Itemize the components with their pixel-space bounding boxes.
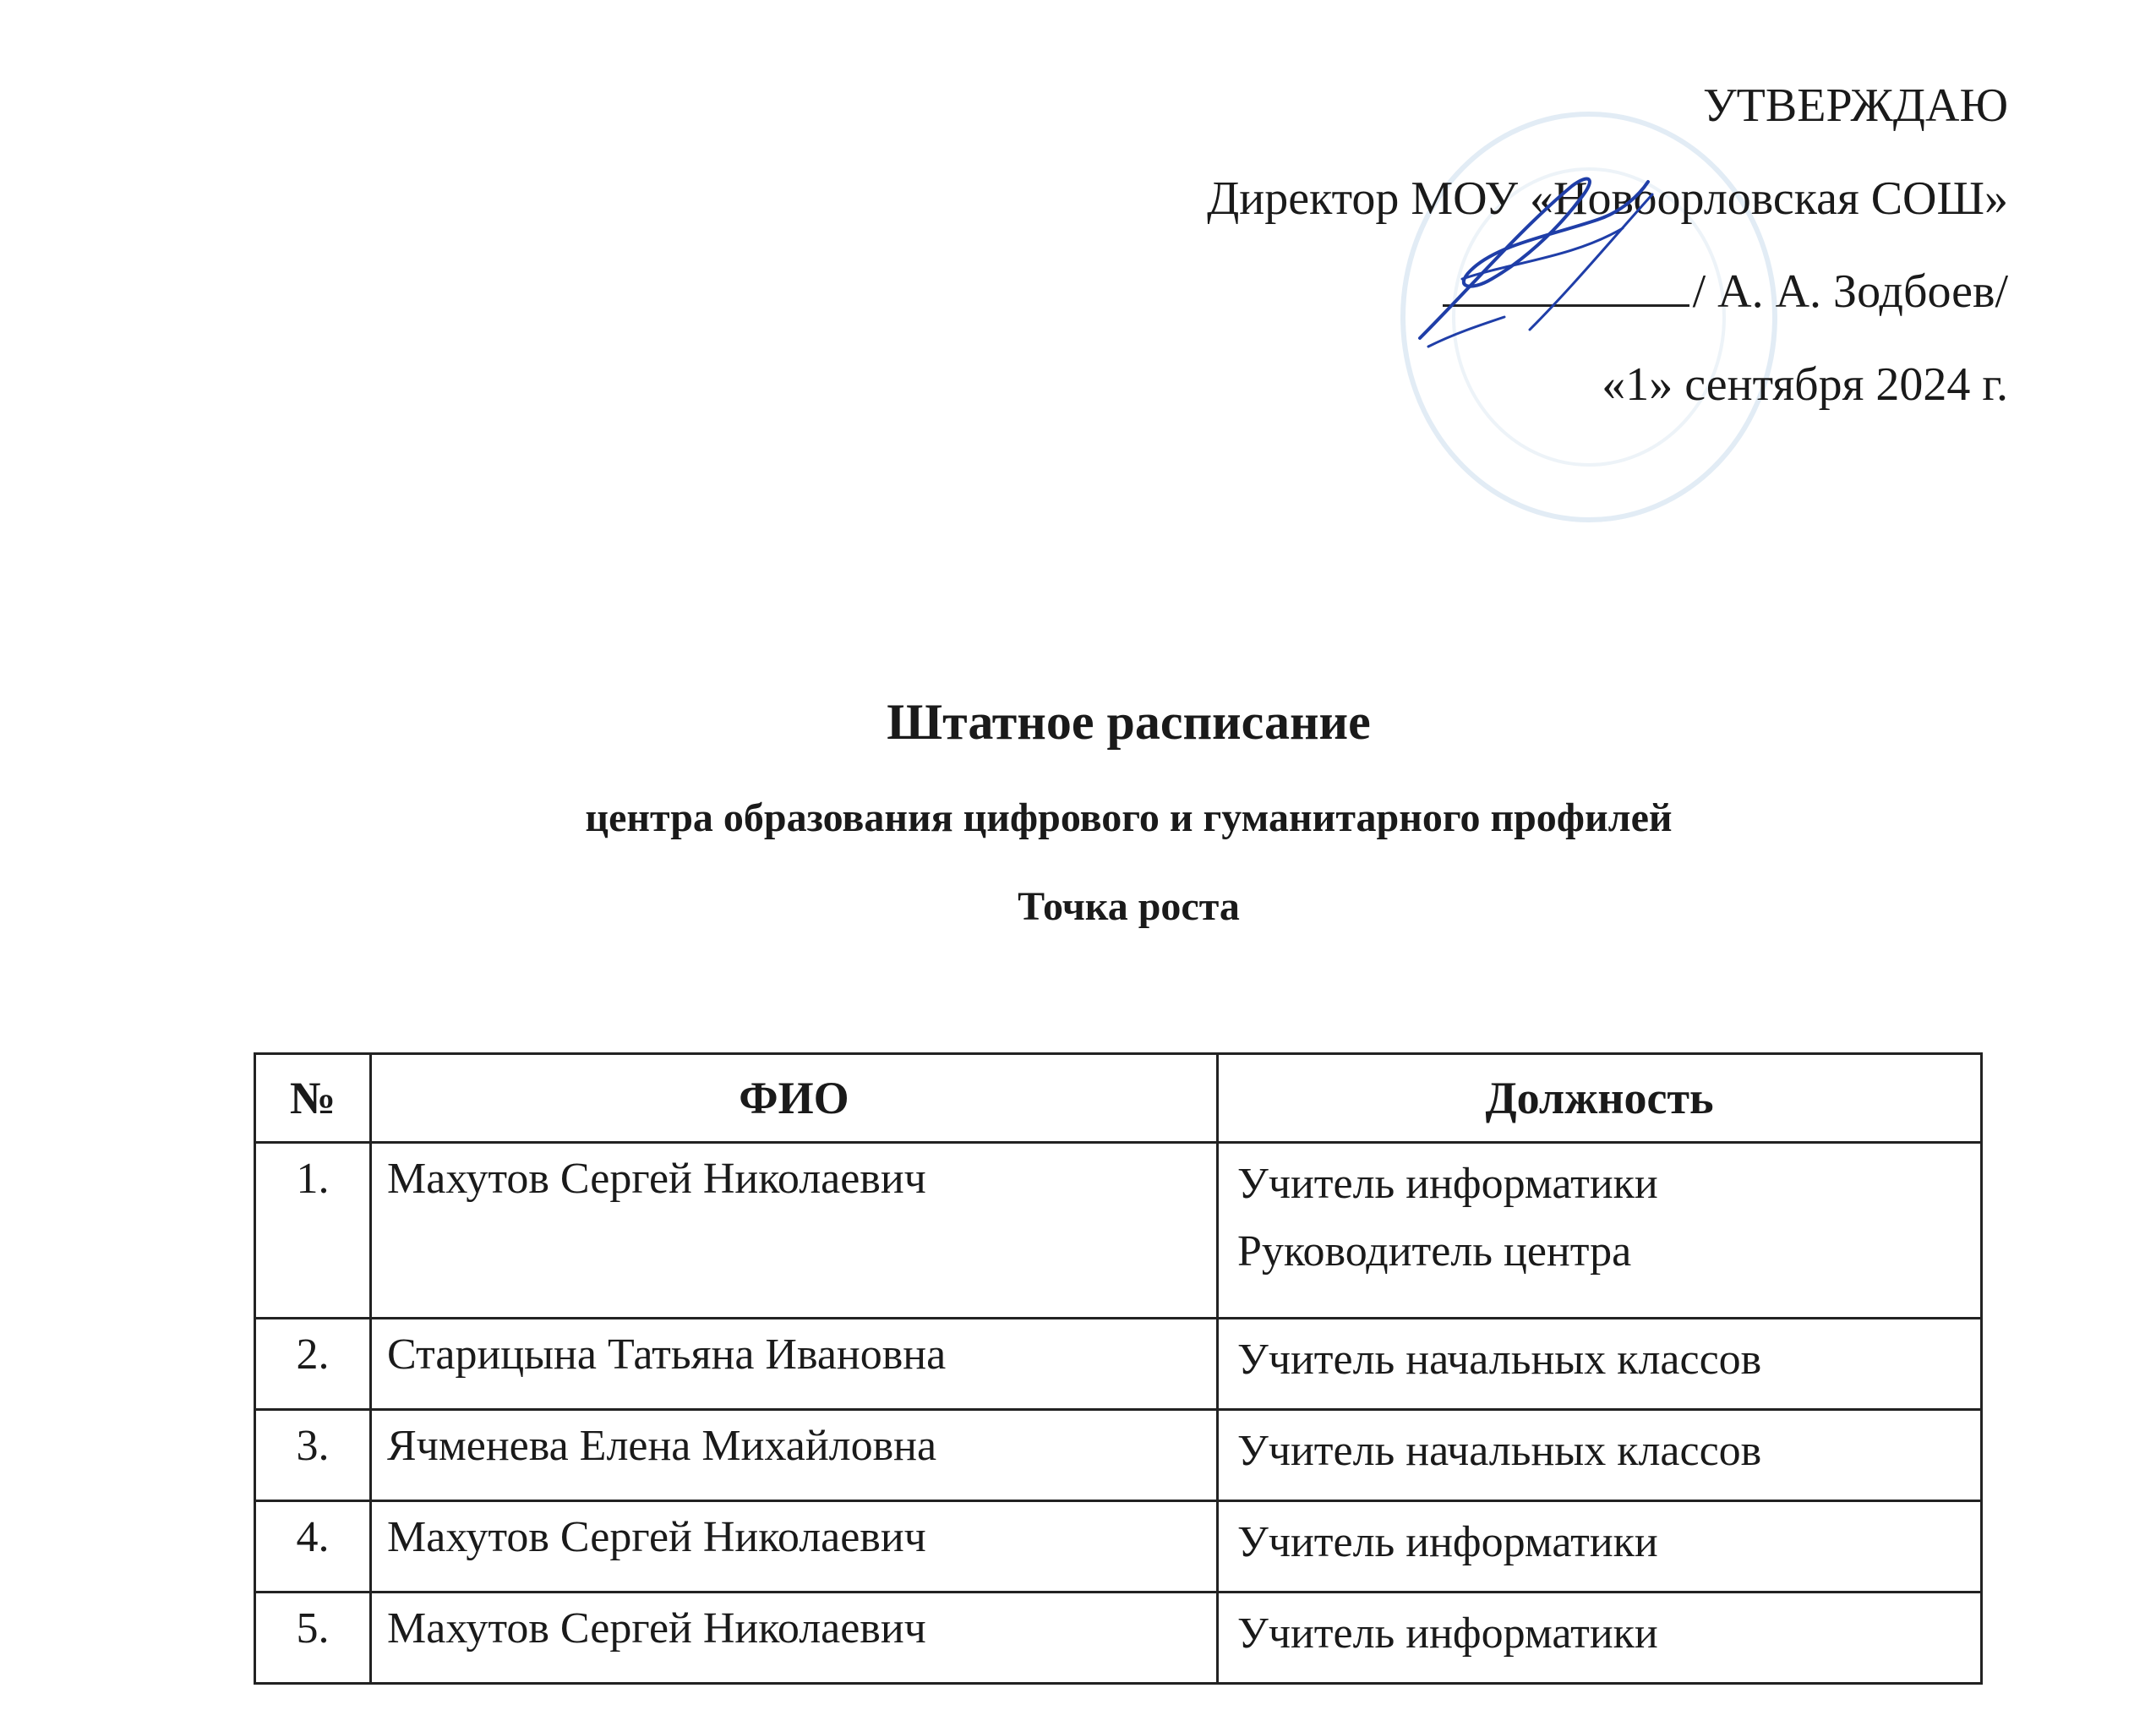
page-subtitle-2: Точка роста (1018, 884, 1240, 929)
row-position-line: Учитель информатики (1237, 1518, 1658, 1566)
table-row (255, 1501, 1982, 1593)
row-position (1218, 1143, 1982, 1319)
row-fio: Ячменева Елена Михайловна (371, 1410, 1218, 1501)
header-num: № (255, 1054, 371, 1143)
row-position-line: Учитель начальных классов (1237, 1336, 1762, 1384)
row-fio: Махутов Сергей Николаевич (371, 1143, 1218, 1319)
handwritten-signature (1403, 161, 1665, 355)
header-fio: ФИО (371, 1054, 1218, 1143)
table-row (255, 1143, 1982, 1319)
table-row (255, 1319, 1982, 1410)
page-subtitle: центра образования цифрового и гуманитарного профилей (585, 795, 1673, 840)
row-position (1218, 1501, 1982, 1593)
staff-table (254, 1052, 1983, 1685)
row-position-line: Руководитель центра (1237, 1227, 1632, 1276)
table-header-row (255, 1054, 1982, 1143)
row-fio: Махутов Сергей Николаевич (371, 1501, 1218, 1593)
row-fio: Старицына Татьяна Ивановна (371, 1319, 1218, 1410)
row-position-line: Учитель информатики (1237, 1609, 1658, 1658)
row-num: 5. (255, 1593, 371, 1684)
row-position (1218, 1593, 1982, 1684)
approval-date: «1» сентября 2024 г. (1602, 358, 2008, 411)
row-position-line: Учитель начальных классов (1237, 1427, 1762, 1475)
table-row (255, 1593, 1982, 1684)
row-fio: Махутов Сергей Николаевич (371, 1593, 1218, 1684)
row-num: 4. (255, 1501, 371, 1593)
row-num: 2. (255, 1319, 371, 1410)
row-position (1218, 1410, 1982, 1501)
header-position: Должность (1218, 1054, 1982, 1143)
row-position-line: Учитель информатики (1237, 1160, 1658, 1208)
approval-position: Директор МОУ «Новоорловская СОШ» (1207, 172, 2008, 225)
approval-signature-name: / А. А. Зодбоев/ (1692, 265, 2008, 318)
approval-heading: УТВЕРЖДАЮ (1703, 79, 2008, 132)
row-num: 3. (255, 1410, 371, 1501)
row-position (1218, 1319, 1982, 1410)
row-num: 1. (255, 1143, 371, 1319)
table-row (255, 1410, 1982, 1501)
page-title: Штатное расписание (887, 694, 1371, 750)
